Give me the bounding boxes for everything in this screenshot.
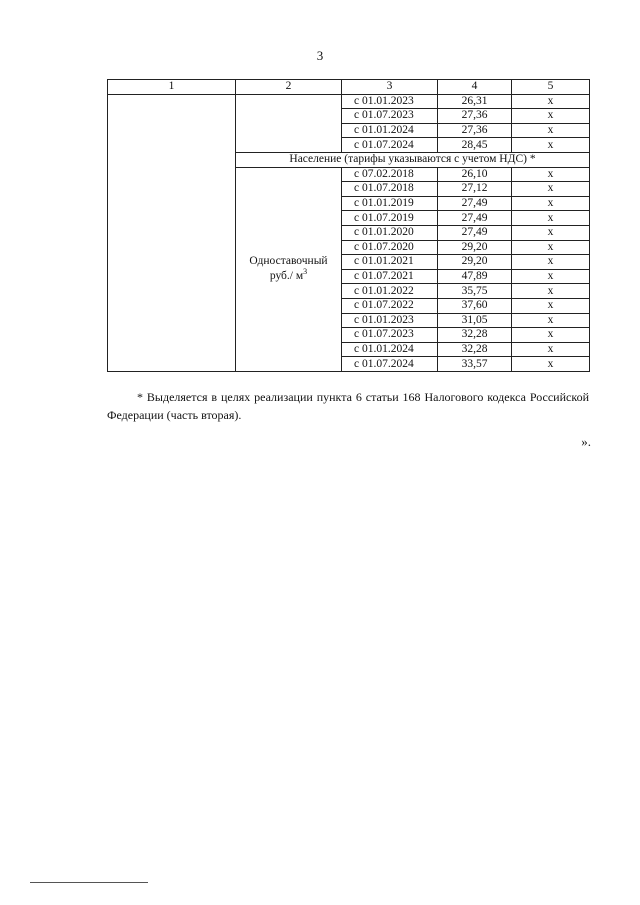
col5-cell: х — [512, 298, 590, 313]
date-cell: с 01.07.2022 — [342, 298, 438, 313]
col5-cell: х — [512, 255, 590, 270]
page-number: 3 — [316, 48, 324, 63]
date-cell: с 01.07.2023 — [342, 109, 438, 124]
value-cell: 29,20 — [438, 255, 512, 270]
column-header: 1 — [108, 80, 236, 95]
column1-empty-cell — [108, 94, 236, 371]
value-cell: 27,49 — [438, 211, 512, 226]
value-cell: 27,49 — [438, 225, 512, 240]
date-cell: с 01.01.2021 — [342, 255, 438, 270]
tariff-table — [107, 79, 590, 372]
value-cell: 27,36 — [438, 109, 512, 124]
date-cell: с 01.07.2024 — [342, 357, 438, 372]
col5-cell: х — [512, 167, 590, 182]
col5-cell: х — [512, 357, 590, 372]
value-cell: 29,20 — [438, 240, 512, 255]
footnote: * Выделяется в целях реализации пункта 6 статьи 168 Налогового кодекса Российской Федерации (часть вторая). — [107, 390, 589, 422]
col5-cell: х — [512, 138, 590, 153]
column-header: 4 — [438, 80, 512, 95]
col5-cell: х — [512, 284, 590, 299]
date-cell: с 01.07.2024 — [342, 138, 438, 153]
value-cell: 27,36 — [438, 123, 512, 138]
date-cell: с 01.01.2024 — [342, 342, 438, 357]
value-cell: 33,57 — [438, 357, 512, 372]
date-cell: с 01.01.2019 — [342, 196, 438, 211]
unit-label-line2: руб./ м — [269, 270, 304, 283]
date-cell: с 01.07.2018 — [342, 182, 438, 197]
value-cell: 37,60 — [438, 298, 512, 313]
date-cell: с 01.01.2023 — [342, 313, 438, 328]
date-cell: с 01.01.2022 — [342, 284, 438, 299]
date-cell: с 01.07.2019 — [342, 211, 438, 226]
closing-quote-mark: ». — [581, 434, 591, 449]
value-cell: 27,12 — [438, 182, 512, 197]
table-header-row — [108, 80, 590, 95]
date-cell: с 01.07.2023 — [342, 328, 438, 343]
col5-cell: х — [512, 109, 590, 124]
unit-superscript: 3 — [303, 267, 308, 277]
date-cell: с 07.02.2018 — [342, 167, 438, 182]
unit-label-line1: Одноставочный — [249, 255, 328, 268]
col5-cell: х — [512, 196, 590, 211]
date-cell: с 01.07.2020 — [342, 240, 438, 255]
value-cell: 28,45 — [438, 138, 512, 153]
column-header: 2 — [236, 80, 342, 95]
col5-cell: х — [512, 211, 590, 226]
value-cell: 32,28 — [438, 342, 512, 357]
value-cell: 32,28 — [438, 328, 512, 343]
tariff-unit-cell — [236, 167, 342, 371]
col5-cell: х — [512, 182, 590, 197]
date-cell: с 01.01.2024 — [342, 123, 438, 138]
footer-line — [30, 882, 148, 883]
col5-cell: х — [512, 225, 590, 240]
column2-empty-cell — [236, 94, 342, 152]
value-cell: 35,75 — [438, 284, 512, 299]
col5-cell: х — [512, 269, 590, 284]
value-cell: 31,05 — [438, 313, 512, 328]
value-cell: 26,10 — [438, 167, 512, 182]
col5-cell: х — [512, 123, 590, 138]
date-cell: с 01.01.2020 — [342, 225, 438, 240]
value-cell: 47,89 — [438, 269, 512, 284]
col5-cell: х — [512, 328, 590, 343]
value-cell: 26,31 — [438, 94, 512, 109]
date-cell: с 01.07.2021 — [342, 269, 438, 284]
col5-cell: х — [512, 313, 590, 328]
col5-cell: х — [512, 342, 590, 357]
column-header: 3 — [342, 80, 438, 95]
table-row — [108, 94, 590, 109]
date-cell: с 01.01.2023 — [342, 94, 438, 109]
column-header: 5 — [512, 80, 590, 95]
col5-cell: х — [512, 94, 590, 109]
col5-cell: х — [512, 240, 590, 255]
value-cell: 27,49 — [438, 196, 512, 211]
population-label: Население (тарифы указываются с учетом НДС) * — [236, 152, 590, 167]
